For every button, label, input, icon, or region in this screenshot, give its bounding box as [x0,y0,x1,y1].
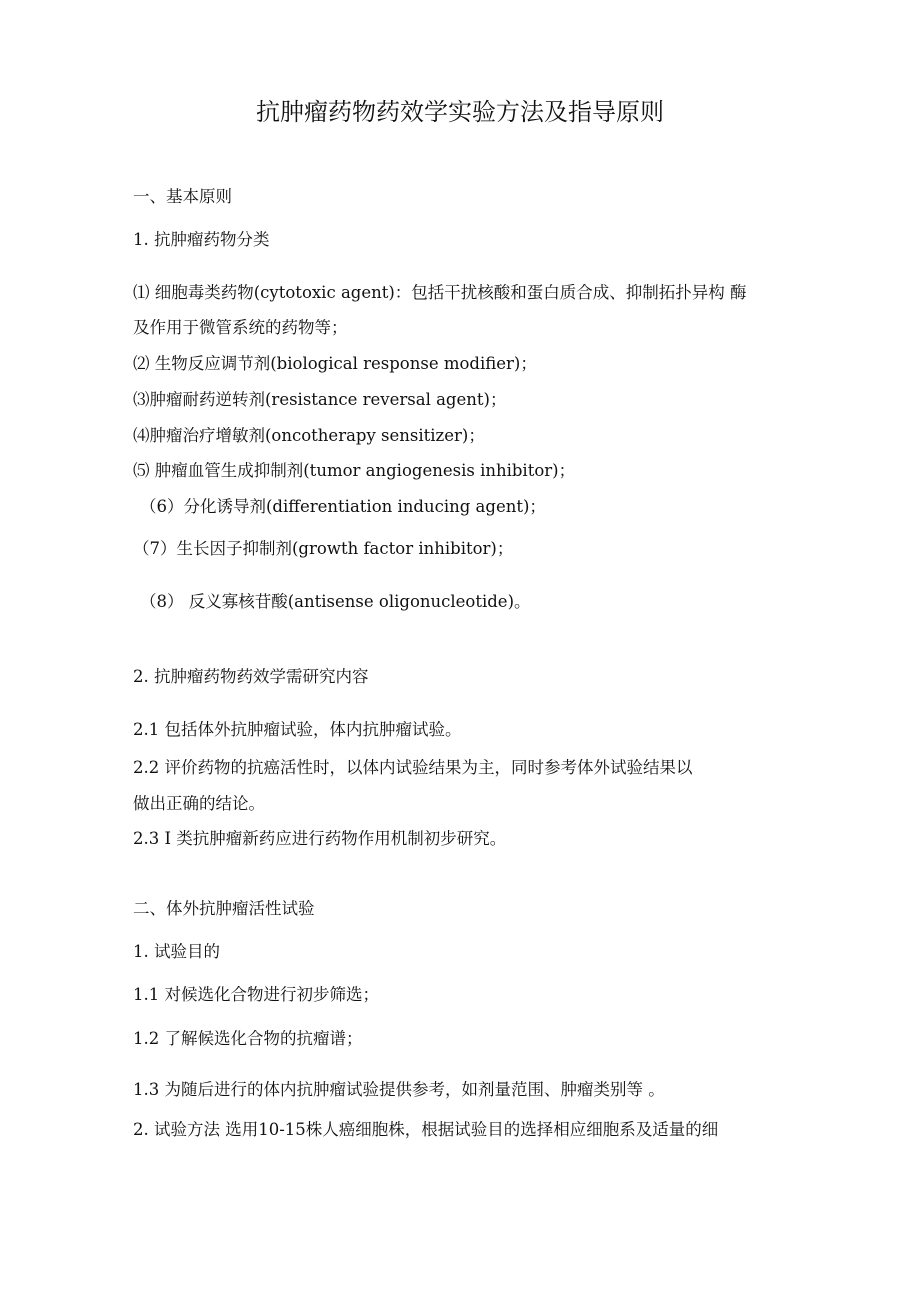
list-item: ⑷肿瘤治疗增敏剂(oncotherapy sensitizer)； [133,426,485,445]
list-item: ⑶肿瘤耐药逆转剂(resistance reversal agent)； [133,390,507,409]
section-heading-in-vitro-activity: 二、体外抗肿瘤活性试验 [133,899,315,918]
list-item: 1.1 对候选化合物进行初步筛选； [133,985,379,1004]
list-item: （6）分化诱导剂(differentiation inducing agent)； [140,497,546,516]
list-item: 1.3 为随后进行的体内抗肿瘤试验提供参考，如剂量范围、肿瘤类别等 。 [133,1080,665,1099]
paragraph-test-method: 2. 试验方法 选用10-15株人癌细胞株，根据试验目的选择相应细胞系及适量的细 [133,1120,719,1139]
subsection-heading-drug-classification: 1. 抗肿瘤药物分类 [133,230,270,249]
list-item: 2.3 I 类抗肿瘤新药应进行药物作用机制初步研究。 [133,829,507,848]
subsection-heading-research-content: 2. 抗肿瘤药物药效学需研究内容 [133,667,369,686]
list-item: ⑵ 生物反应调节剂(biological response modifier)； [133,354,537,373]
list-item: （7）生长因子抑制剂(growth factor inhibitor)； [133,539,514,558]
list-item: ⑴ 细胞毒类药物(cytotoxic agent)：包括干扰核酸和蛋白质合成、抑制拓扑异构 酶 [133,283,747,302]
document-title: 抗肿瘤药物药效学实验方法及指导原则 [256,98,664,126]
list-item: 1.2 了解候选化合物的抗瘤谱； [133,1029,363,1048]
list-item: 2.1 包括体外抗肿瘤试验，体内抗肿瘤试验。 [133,720,462,739]
list-item: ⑸ 肿瘤血管生成抑制剂(tumor angiogenesis inhibitor)； [133,461,576,480]
list-item: 2.2 评价药物的抗癌活性时，以体内试验结果为主，同时参考体外试验结果以 [133,758,693,777]
subsection-heading-test-purpose: 1. 试验目的 [133,942,220,961]
section-heading-basic-principles: 一、基本原则 [133,187,232,206]
list-item: （8） 反义寡核苷酸(antisense oligonucleotide)。 [140,592,531,611]
list-item: 及作用于微管系统的药物等； [133,318,348,337]
list-item: 做出正确的结论。 [133,794,265,813]
